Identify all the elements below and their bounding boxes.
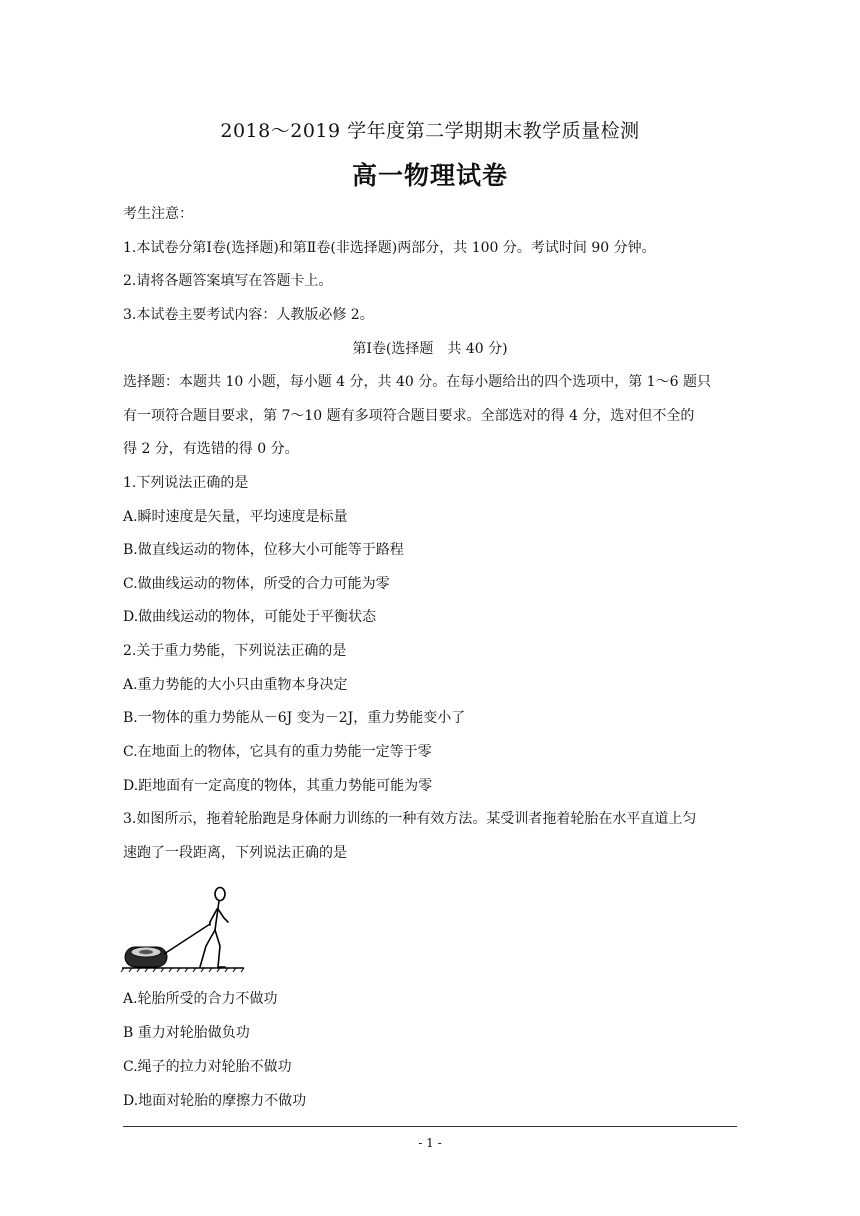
question-1-stem: 1.下列说法正确的是 <box>123 475 249 491</box>
question-3-option-c: C.绳子的拉力对轮胎不做功 <box>123 1059 292 1075</box>
question-1-option-c: C.做曲线运动的物体，所受的合力可能为零 <box>123 576 390 592</box>
question-3-option-b: B 重力对轮胎做负功 <box>123 1025 250 1041</box>
exam-subtitle: 高一物理试卷 <box>351 161 508 190</box>
exam-title: 2018～2019 学年度第二学期期末教学质量检测 <box>220 120 640 142</box>
section-heading: 第Ⅰ卷(选择题 共 40 分) <box>352 341 508 357</box>
question-3-stem-line-1: 3.如图所示，拖着轮胎跑是身体耐力训练的一种有效方法。某受训者拖着轮胎在水平直道上匀 <box>123 811 697 827</box>
question-1-option-b: B.做直线运动的物体，位移大小可能等于路程 <box>123 542 404 558</box>
instructions-line-2: 有一项符合题目要求，第 7～10 题有多项符合题目要求。全部选对的得 4 分，选对但不全的 <box>123 408 695 424</box>
instructions-line-3: 得 2 分，有选错的得 0 分。 <box>123 441 299 457</box>
instructions-line-1: 选择题：本题共 10 小题，每小题 4 分，共 40 分。在每小题给出的四个选项中，第 1～6 题只 <box>123 374 711 390</box>
tire-hub <box>139 950 153 954</box>
question-2-option-b: B.一物体的重力势能从－6J 变为－2J，重力势能变小了 <box>123 710 466 726</box>
page-number: - 1 - <box>418 1136 442 1150</box>
rope <box>164 924 210 954</box>
notice-item-2: 2.请将各题答案填写在答题卡上。 <box>123 273 333 289</box>
question-1-option-a: A.瞬时速度是矢量，平均速度是标量 <box>123 509 348 525</box>
question-2-option-a: A.重力势能的大小只由重物本身决定 <box>123 677 348 693</box>
notice-item-1: 1.本试卷分第Ⅰ卷(选择题)和第Ⅱ卷(非选择题)两部分，共 100 分。考试时间 90 分钟。 <box>123 240 656 256</box>
question-2-stem: 2.关于重力势能，下列说法正确的是 <box>123 643 347 659</box>
question-1-option-d: D.做曲线运动的物体，可能处于平衡状态 <box>123 609 377 625</box>
question-3-option-a: A.轮胎所受的合力不做功 <box>123 991 278 1007</box>
notice-heading: 考生注意： <box>123 206 193 222</box>
question-2-option-d: D.距地面有一定高度的物体，其重力势能可能为零 <box>123 778 433 794</box>
notice-item-3: 3.本试卷主要考试内容：人教版必修 2。 <box>123 307 374 323</box>
question-3-option-d: D.地面对轮胎的摩擦力不做功 <box>123 1093 307 1109</box>
footer-divider <box>123 1126 737 1127</box>
tire-dragging-figure <box>120 882 248 974</box>
question-2-option-c: C.在地面上的物体，它具有的重力势能一定等于零 <box>123 744 432 760</box>
question-3-stem-line-2: 速跑了一段距离，下列说法正确的是 <box>123 845 347 861</box>
